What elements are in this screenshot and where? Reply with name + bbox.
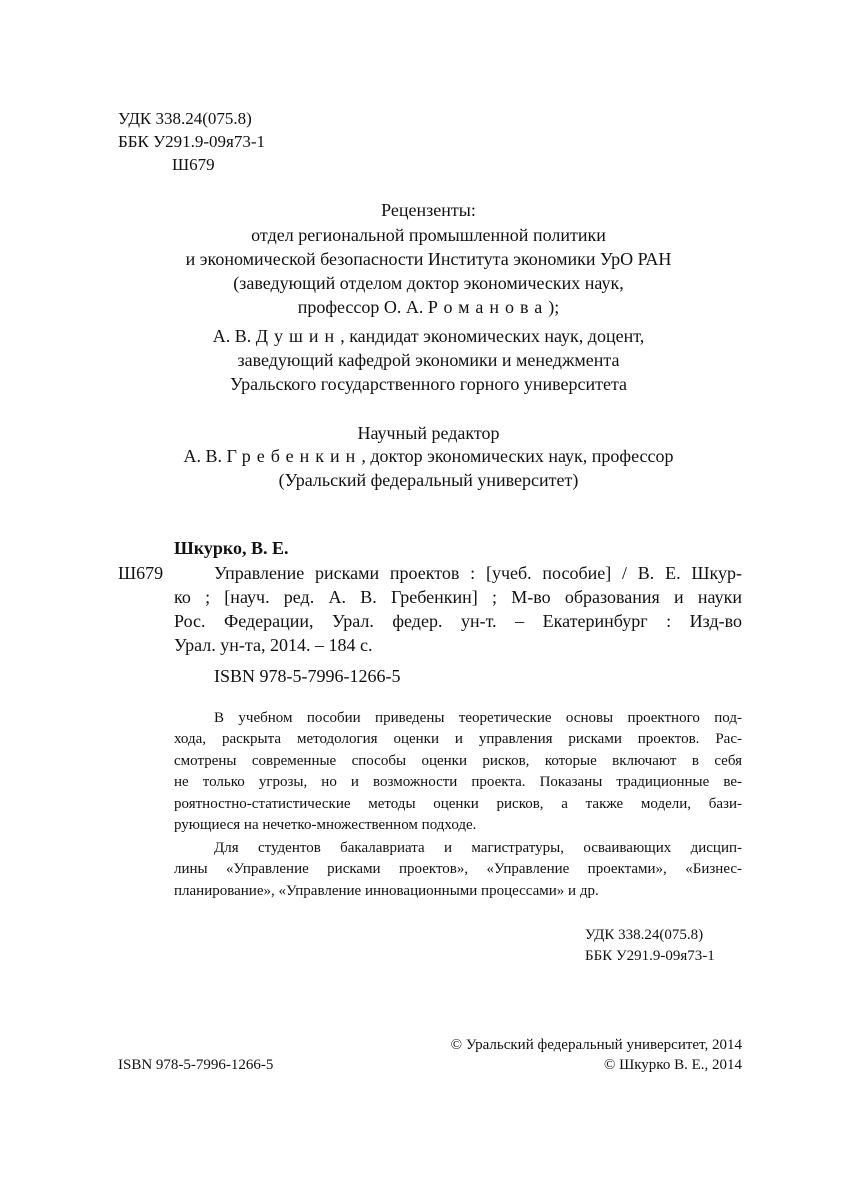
record-isbn: ISBN 978-5-7996-1266-5 xyxy=(214,666,401,686)
editor-title: , доктор экономических наук, профессор xyxy=(361,446,674,466)
bbk-code-bottom: ББК У291.9-09я73-1 xyxy=(585,948,715,964)
editor-name: Гребенкин xyxy=(226,446,362,466)
reviewer-line: (заведующий отделом доктор экономических наук, xyxy=(233,273,624,293)
abstract-line: планирование», «Управление инновационными процессами» и др. xyxy=(174,883,599,899)
record-line: ко ; [науч. ред. А. В. Гребенкин] ; М-во образования и науки xyxy=(174,587,742,607)
reviewer-initials: А. В. xyxy=(212,326,256,346)
footer-isbn: ISBN 978-5-7996-1266-5 xyxy=(118,1057,274,1073)
abstract-line: лины «Управление рисками проектов», «Управление проектами», «Бизнес- xyxy=(174,861,742,877)
reviewer-line: отдел региональной промышленной политики xyxy=(251,225,606,245)
abstract-line: роятностно-статистические методы оценки рисков, а также модели, бази- xyxy=(174,796,742,812)
reviewer-name: Душин xyxy=(255,326,341,346)
author-mark: Ш679 xyxy=(172,155,215,174)
abstract-line: хода, раскрыта методология оценки и управления рисками проектов. Рас- xyxy=(174,731,742,747)
reviewer-name: Романова xyxy=(427,297,549,317)
editor-initials: А. В. xyxy=(183,446,227,466)
udk-code: УДК 338.24(075.8) xyxy=(118,109,252,128)
record-line: Урал. ун-та, 2014. – 184 с. xyxy=(174,635,373,655)
record-line: Рос. Федерации, Урал. федер. ун-т. – Екатеринбург : Изд-во xyxy=(174,611,742,631)
reviewer-title: профессор О. А. xyxy=(297,297,428,317)
reviewer-line xyxy=(0,324,857,348)
editor-line xyxy=(0,444,857,468)
editor-heading: Научный редактор xyxy=(357,423,500,443)
reviewers-heading: Рецензенты: xyxy=(381,200,476,220)
record-line: Управление рисками проектов : [учеб. пособие] / В. Е. Шкур- xyxy=(214,563,742,583)
abstract-line: Для студентов бакалавриата и магистратуры, осваивающих дисцип- xyxy=(214,840,742,856)
abstract-line: не только угрозы, но и возможности проекта. Показаны традиционные ве- xyxy=(174,774,742,790)
record-author: Шкурко, В. Е. xyxy=(174,538,289,558)
bbk-code: ББК У291.9-09я73-1 xyxy=(118,132,266,151)
copyright-university: © Уральский федеральный университет, 2014 xyxy=(450,1037,742,1053)
abstract-line: смотрены современные способы оценки рисков, которые включают в себя xyxy=(174,753,742,769)
record-code: Ш679 xyxy=(118,563,164,583)
reviewer-suffix: ); xyxy=(548,297,560,317)
copyright-author: © Шкурко В. Е., 2014 xyxy=(603,1057,742,1073)
abstract-line: В учебном пособии приведены теоретические основы проектного под- xyxy=(214,710,742,726)
reviewer-title: , кандидат экономических наук, доцент, xyxy=(340,326,645,346)
reviewer-line xyxy=(0,295,857,319)
reviewer-line: Уральского государственного горного университета xyxy=(229,374,628,394)
udk-code-bottom: УДК 338.24(075.8) xyxy=(585,927,704,943)
editor-affiliation: (Уральский федеральный университет) xyxy=(278,470,579,490)
reviewer-line: заведующий кафедрой экономики и менеджмента xyxy=(237,350,620,370)
abstract-line: рующиеся на нечетко-множественном подходе. xyxy=(174,817,477,833)
reviewer-line: и экономической безопасности Института экономики УрО РАН xyxy=(185,249,672,269)
